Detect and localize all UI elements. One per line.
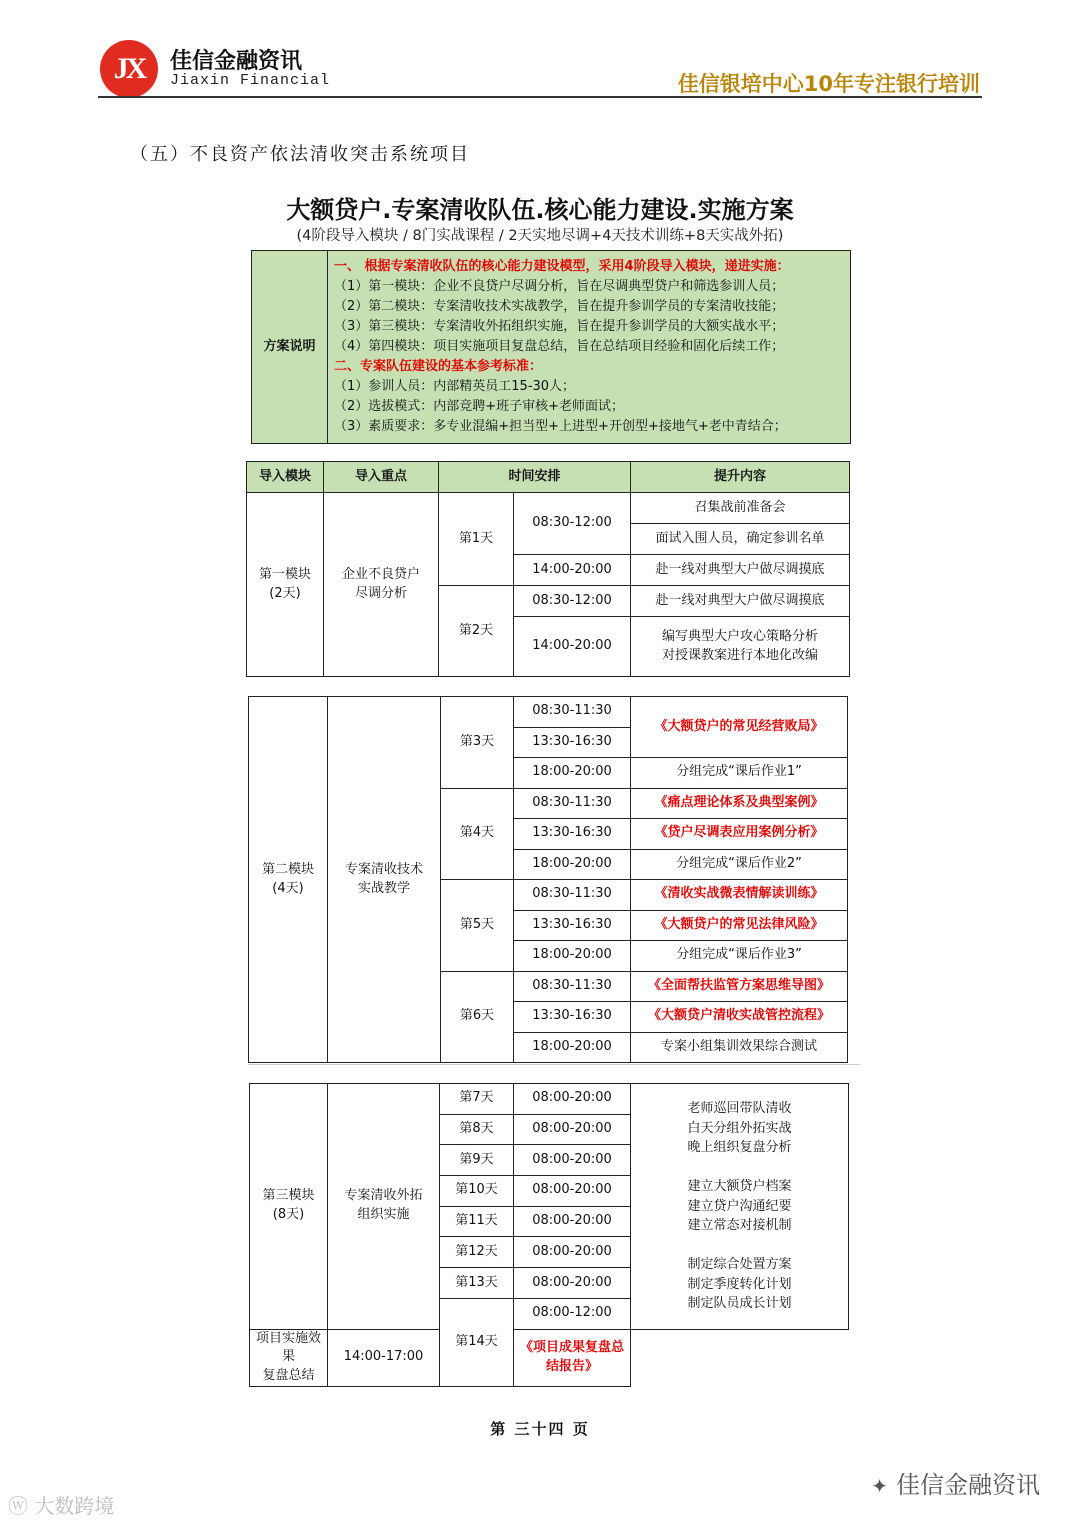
page-number: 第 三十四 页 (490, 1420, 590, 1438)
plan-line: （4）第四模块：项目实施项目复盘总结，旨在总结项目经验和固化后续工作； (334, 339, 785, 354)
plan-line: 二、专案队伍建设的基本参考标准： (334, 359, 543, 374)
content-cell: 面试入围人员，确定参训名单 (631, 524, 850, 555)
course-cell: 《大额贷户清收实战管控流程》 (631, 1002, 848, 1033)
focus-cell: 企业不良贷户 尽调分析 (324, 493, 439, 677)
weibo-icon: ⓦ (8, 1494, 35, 1518)
time-cell: 08:00-20:00 (514, 1237, 631, 1268)
course-cell: 《项目成果复盘总结报告》 (514, 1329, 631, 1387)
day-cell: 第7天 (440, 1084, 514, 1115)
header-schedule: 时间安排 (439, 462, 631, 493)
time-cell: 18:00-20:00 (514, 758, 631, 789)
time-cell: 14:00-20:00 (514, 555, 631, 586)
course-cell: 《全面帮扶监管方案思维导图》 (631, 971, 848, 1002)
time-cell: 08:30-12:00 (514, 493, 631, 555)
content-cell: 专案小组集训效果综合测试 (631, 1032, 848, 1063)
course-cell: 《痛点理论体系及典型案例》 (631, 788, 848, 819)
plan-line: （3）第三模块：专案清收外拓组织实施，旨在提升参训学员的大额实战水平； (334, 319, 785, 334)
brand-name-cn: 佳信金融资讯 (170, 49, 303, 74)
content-cell: 老师巡回带队清收 白天分组外拓实战 晚上组织复盘分析 建立大额贷户档案 建立贷户沟通纪要 建立常态对接机制 制定综合处置方案 制定季度转化计划 制定队员成长计划 (631, 1084, 849, 1330)
course-cell: 《贷户尽调表应用案例分析》 (631, 819, 848, 850)
table-gap-rule (248, 1064, 860, 1065)
plan-line: （1）第一模块：企业不良贷户尽调分析，旨在尽调典型贷户和筛选参训人员； (334, 279, 785, 294)
time-cell: 08:00-20:00 (514, 1084, 631, 1115)
day-cell: 第2天 (439, 586, 514, 677)
time-cell: 08:30-11:30 (514, 880, 631, 911)
watermark-right (871, 1465, 1040, 1500)
content-cell: 分组完成“课后作业2” (631, 849, 848, 880)
module-cell: 第三模块 (8天) (250, 1084, 328, 1330)
content-cell: 分组完成“课后作业3” (631, 941, 848, 972)
time-cell: 08:30-11:30 (514, 697, 631, 728)
header-focus: 导入重点 (324, 462, 439, 493)
day-cell: 第9天 (440, 1145, 514, 1176)
plan-table (251, 250, 851, 444)
day-cell: 第4天 (441, 788, 514, 880)
time-cell: 13:30-16:30 (514, 819, 631, 850)
day-cell: 第11天 (440, 1206, 514, 1237)
day-cell: 第10天 (440, 1176, 514, 1207)
time-cell: 18:00-20:00 (514, 849, 631, 880)
time-cell: 14:00-20:00 (514, 617, 631, 677)
day-cell: 第12天 (440, 1237, 514, 1268)
watermark-left (8, 1490, 114, 1519)
content-cell: 召集战前准备会 (631, 493, 850, 524)
plan-line: （3）素质要求：多专业混编+担当型+上进型+开创型+接地气+老中青结合； (334, 419, 787, 434)
time-cell: 08:30-12:00 (514, 586, 631, 617)
company-logo: JX (100, 40, 158, 98)
plan-body (328, 251, 851, 444)
schedule-table-2 (248, 696, 848, 1063)
module-cell: 第一模块 (2天) (247, 493, 324, 677)
day-cell: 第1天 (439, 493, 514, 586)
time-cell: 13:30-16:30 (514, 910, 631, 941)
time-cell: 18:00-20:00 (514, 1032, 631, 1063)
time-cell: 08:00-20:00 (514, 1176, 631, 1207)
time-cell: 08:00-20:00 (514, 1145, 631, 1176)
time-cell: 08:00-20:00 (514, 1268, 631, 1299)
time-cell: 08:30-11:30 (514, 788, 631, 819)
time-cell: 08:00-20:00 (514, 1206, 631, 1237)
brand-name-en: Jiaxin Financial (170, 72, 331, 89)
doc-subtitle: (4阶段导入模块 / 8门实战课程 / 2天实地尽调+4天技术训练+8天实战外拓) (296, 228, 784, 244)
plan-line: 一、 根据专案清收队伍的核心能力建设模型，采用4阶段导入模块，递进实施： (334, 259, 790, 274)
time-cell: 08:00-12:00 (514, 1298, 631, 1329)
day-cell: 第14天 (440, 1298, 514, 1386)
header-content: 提升内容 (631, 462, 850, 493)
schedule-table-3 (249, 1083, 849, 1387)
header-slogan: 佳信银培中心10年专注银行培训 (677, 72, 980, 96)
section-title: （五）不良资产依法清收突击系统项目 (130, 144, 470, 165)
day-cell: 第5天 (441, 880, 514, 972)
plan-line: （1）参训人员：内部精英员工15-30人； (334, 379, 576, 394)
module-cell: 第二模块 (4天) (249, 697, 328, 1063)
content-cell: 分组完成“课后作业1” (631, 758, 848, 789)
plan-label: 方案说明 (252, 251, 328, 444)
header-divider (98, 96, 982, 98)
day-cell: 第3天 (441, 697, 514, 789)
header-module: 导入模块 (247, 462, 324, 493)
plan-line: （2）选拔模式：内部竞聘+班子审核+老师面试； (334, 399, 625, 414)
schedule-table-1 (246, 461, 850, 677)
focus-cell: 专案清收技术 实战教学 (328, 697, 441, 1063)
focus-cell: 项目实施效果 复盘总结 (250, 1329, 328, 1387)
watermark-right-text: 佳信金融资讯 (896, 1471, 1040, 1499)
content-cell: 赴一线对典型大户做尽调摸底 (631, 586, 850, 617)
time-cell: 14:00-17:00 (328, 1329, 440, 1387)
course-cell: 《大额贷户的常见法律风险》 (631, 910, 848, 941)
content-cell: 赴一线对典型大户做尽调摸底 (631, 555, 850, 586)
focus-cell: 专案清收外拓 组织实施 (328, 1084, 440, 1330)
course-cell: 《清收实战微表情解读训练》 (631, 880, 848, 911)
time-cell: 18:00-20:00 (514, 941, 631, 972)
time-cell: 08:00-20:00 (514, 1114, 631, 1145)
course-cell: 《大额贷户的常见经营败局》 (631, 697, 848, 758)
day-cell: 第6天 (441, 971, 514, 1063)
time-cell: 13:30-16:30 (514, 1002, 631, 1033)
day-cell: 第13天 (440, 1268, 514, 1299)
doc-title: 大额贷户.专案清收队伍.核心能力建设.实施方案 (286, 196, 794, 224)
wechat-icon: ✦ (871, 1474, 888, 1498)
time-cell: 13:30-16:30 (514, 727, 631, 758)
day-cell: 第8天 (440, 1114, 514, 1145)
plan-line: （2）第二模块：专案清收技术实战教学，旨在提升参训学员的专案清收技能； (334, 299, 785, 314)
time-cell: 08:30-11:30 (514, 971, 631, 1002)
content-cell: 编写典型大户攻心策略分析 对授课教案进行本地化改编 (631, 617, 850, 677)
watermark-left-text: 大数跨境 (34, 1494, 115, 1518)
